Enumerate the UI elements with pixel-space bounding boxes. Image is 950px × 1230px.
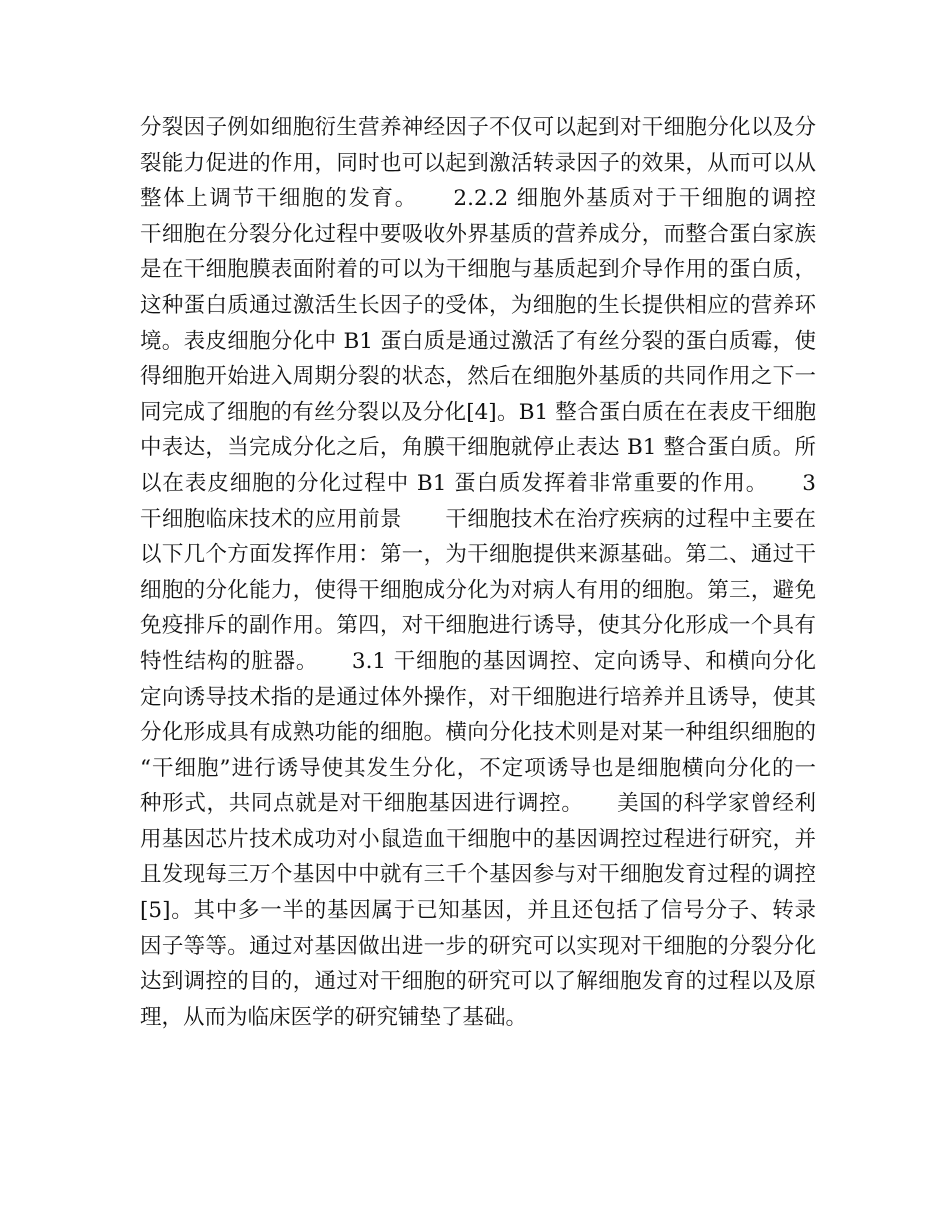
text-line: 分化形成具有成熟功能的细胞。横向分化技术则是对某一种组织细胞的 — [140, 720, 816, 746]
text-line: 种形式，共同点就是对干细胞基因进行调控。 美国的科学家曾经利 — [140, 791, 816, 817]
text-line: 且发现每三万个基因中中就有三千个基因参与对干细胞发育过程的调控 — [140, 862, 816, 888]
text-line: 以在表皮细胞的分化过程中 B1 蛋白质发挥着非常重要的作用。 3 — [140, 470, 816, 496]
text-line: 同完成了细胞的有丝分裂以及分化[4]。B1 整合蛋白质在在表皮干细胞 — [140, 399, 816, 425]
text-line: 免疫排斥的副作用。第四，对干细胞进行诱导，使其分化形成一个具有 — [140, 613, 816, 639]
text-line: 特性结构的脏器。 3.1 干细胞的基因调控、定向诱导、和横向分化 — [140, 648, 816, 674]
text-line: 因子等等。通过对基因做出进一步的研究可以实现对干细胞的分裂分化 — [140, 933, 816, 959]
text-line: 达到调控的目的，通过对干细胞的研究可以了解细胞发育的过程以及原 — [140, 969, 816, 995]
text-line: “干细胞”进行诱导使其发生分化，不定项诱导也是细胞横向分化的一 — [140, 755, 816, 781]
text-line: 定向诱导技术指的是通过体外操作，对干细胞进行培养并且诱导，使其 — [140, 684, 816, 710]
text-line: 整体上调节干细胞的发育。 2.2.2 细胞外基质对于干细胞的调控 — [140, 186, 816, 212]
text-line: [5]。其中多一半的基因属于已知基因，并且还包括了信号分子、转录 — [140, 898, 816, 924]
text-line: 以下几个方面发挥作用：第一，为干细胞提供来源基础。第二、通过干 — [140, 542, 816, 568]
text-line: 得细胞开始进入周期分裂的状态，然后在细胞外基质的共同作用之下一 — [140, 364, 816, 390]
text-line: 细胞的分化能力，使得干细胞成分化为对病人有用的细胞。第三，避免 — [140, 577, 816, 603]
body-text — [140, 110, 816, 1035]
text-line: 分裂因子例如细胞衍生营养神经因子不仅可以起到对干细胞分化以及分 — [140, 115, 816, 140]
text-line: 干细胞临床技术的应用前景 干细胞技术在治疗疾病的过程中主要在 — [140, 506, 816, 532]
text-line: 理，从而为临床医学的研究铺垫了基础。 — [140, 1004, 528, 1030]
text-line: 干细胞在分裂分化过程中要吸收外界基质的营养成分，而整合蛋白家族 — [140, 221, 816, 247]
text-line: 中表达，当完成分化之后，角膜干细胞就停止表达 B1 整合蛋白质。所 — [140, 435, 816, 461]
text-line: 用基因芯片技术成功对小鼠造血干细胞中的基因调控过程进行研究，并 — [140, 826, 816, 852]
text-line: 境。表皮细胞分化中 B1 蛋白质是通过激活了有丝分裂的蛋白质霉，使 — [140, 328, 816, 354]
text-line: 是在干细胞膜表面附着的可以为干细胞与基质起到介导作用的蛋白质， — [140, 257, 816, 283]
text-line: 裂能力促进的作用，同时也可以起到激活转录因子的效果，从而可以从 — [140, 150, 816, 176]
text-line: 这种蛋白质通过激活生长因子的受体，为细胞的生长提供相应的营养环 — [140, 292, 816, 318]
